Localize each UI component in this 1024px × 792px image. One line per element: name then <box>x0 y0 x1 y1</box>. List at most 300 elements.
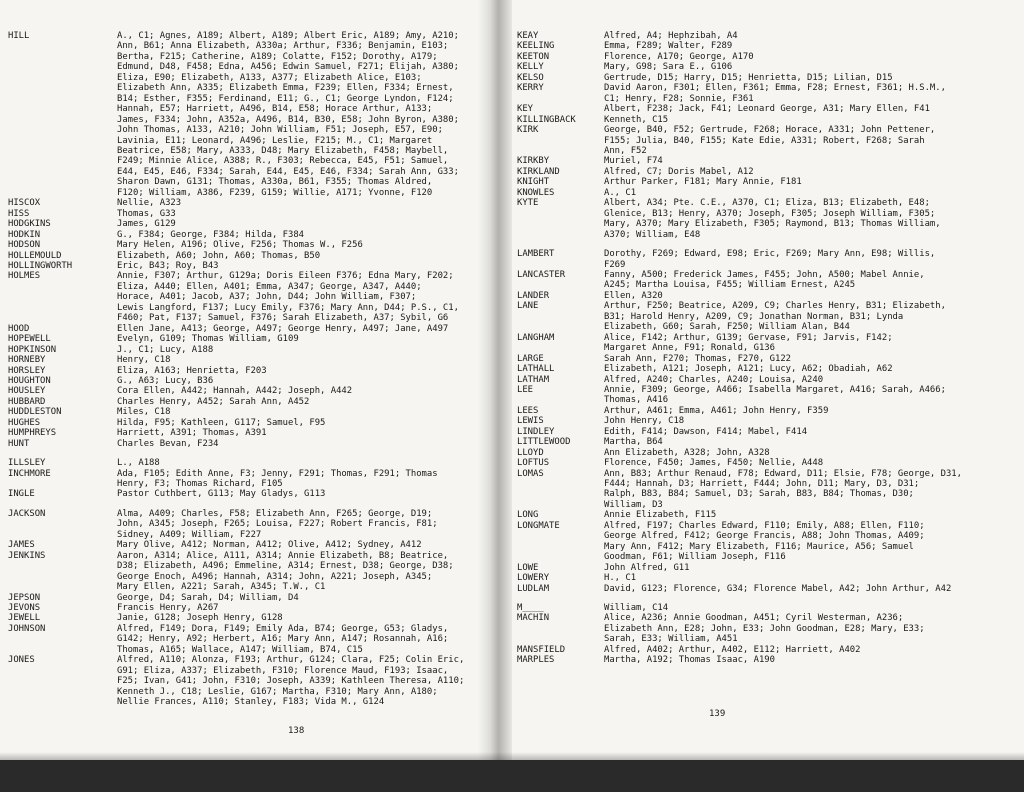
entry-line: Ann, F52 <box>604 145 647 156</box>
surname: JONES <box>8 655 35 666</box>
forenames-references <box>604 469 1024 511</box>
forenames-references <box>604 427 1024 437</box>
index-entry <box>515 416 1024 426</box>
entry-line: G., F384; George, F384; Hilda, F384 <box>117 229 305 240</box>
forenames-references <box>604 584 1024 594</box>
entry-line: F269 <box>604 259 626 270</box>
entry-line: Ellen, A320 <box>604 290 663 301</box>
entry-line: Alma, A409; Charles, F58; Elizabeth Ann, F265; George, D19; <box>117 508 433 519</box>
entry-line: Goodman, F61; William Joseph, F116 <box>604 552 786 563</box>
forenames-references <box>117 209 496 219</box>
entry-line: Mary, A370; Mary Elizabeth, F305; Raymond, B13; Thomas William, <box>604 219 941 230</box>
entry-line: Hannah, E57; Harriett, A496, B14, E58; Horace Arthur, A133; <box>117 104 433 115</box>
entry-line: George Alfred, F412; George Francis, A88; John Thomas, A409; <box>604 531 925 542</box>
entry-line: Beatrice, E58; Mary, A333, D48; Mary Elizabeth, F458; Maybell, <box>117 145 449 156</box>
forenames-references <box>604 613 1024 644</box>
index-entry <box>515 31 1024 41</box>
page-number-left: 138 <box>288 726 305 736</box>
surname: HILL <box>8 31 30 41</box>
entry-line: John, A345; Joseph, F265; Louisa, F227; Robert Francis, F81; <box>117 519 438 530</box>
page-number-right: 139 <box>709 709 726 719</box>
surname: LOMAS <box>517 468 544 479</box>
left-page <box>0 31 496 708</box>
entry-line: Pastor Cuthbert, G113; May Gladys, G113 <box>117 489 326 500</box>
index-entry <box>0 551 496 593</box>
forenames-references <box>604 655 1024 665</box>
forenames-references <box>604 521 1024 563</box>
forenames-references <box>604 301 1024 332</box>
index-entry <box>0 469 496 490</box>
forenames-references <box>117 613 496 623</box>
entry-line: Nellie, A323 <box>117 198 182 209</box>
entry-line: Fanny, A500; Frederick James, F455; John, A500; Mabel Annie, <box>604 269 925 280</box>
forenames-references <box>117 31 496 198</box>
index-entry <box>515 613 1024 644</box>
surname: LANGHAM <box>517 332 555 343</box>
surname: KEETON <box>517 51 550 62</box>
entry-line: Elizabeth Ann, E28; John, E33; John Goodman, E28; Mary, E33; <box>604 623 925 634</box>
surname: MANSFIELD <box>517 644 566 655</box>
forenames-references <box>604 375 1024 385</box>
forenames-references <box>117 655 496 707</box>
surname: LANDER <box>517 290 550 301</box>
surname: LATHALL <box>517 364 555 375</box>
entry-line: Elizabeth, G60; Sarah, F250; William Alan, B44 <box>604 322 850 333</box>
entry-line: Arthur Parker, F181; Mary Annie, F181 <box>604 177 802 188</box>
index-entry <box>0 407 496 417</box>
entry-line: George, D4; Sarah, D4; William, D4 <box>117 592 299 603</box>
index-entry <box>515 510 1024 520</box>
entry-line: John Henry, C18 <box>604 416 685 427</box>
surname: INGLE <box>8 489 35 500</box>
surname: KEY <box>517 104 534 115</box>
surname: KERRY <box>517 83 544 94</box>
forenames-references <box>117 551 496 593</box>
entry-line: Nellie Frances, A110; Stanley, F183; Vida M., G124 <box>117 697 385 708</box>
index-entry <box>0 418 496 428</box>
entry-line: John Thomas, A133, A210; John William, F51; Joseph, E57, E90; <box>117 125 443 136</box>
index-entry <box>515 125 1024 156</box>
entry-line: F120; William, A386, F239, G159; Willie, A171; Yvonne, F120 <box>117 187 433 198</box>
entry-line: A370; William, E48 <box>604 229 701 240</box>
entry-line: Sidney, A409; William, F227 <box>117 529 262 540</box>
entry-line: Edmund, D48, F458; Edna, A456; Edwin Samuel, F271; Elijah, A380; <box>117 62 459 73</box>
entry-line: Ralph, B83, B84; Samuel, D3; Sarah, B83, B84; Thomas, D30; <box>604 489 914 500</box>
forenames-references <box>604 354 1024 364</box>
surname: JOHNSON <box>8 623 46 634</box>
index-entry <box>0 251 496 261</box>
entry-line: J., C1; Lucy, A188 <box>117 344 214 355</box>
surname: LONG <box>517 510 539 521</box>
forenames-references <box>604 62 1024 72</box>
index-entry <box>0 230 496 240</box>
forenames-references <box>117 418 496 428</box>
forenames-references <box>117 603 496 613</box>
forenames-references <box>117 261 496 271</box>
forenames-references <box>117 439 496 449</box>
surname: M____ <box>517 603 544 614</box>
surname: HOLMES <box>8 271 41 282</box>
index-entry <box>515 115 1024 125</box>
surname: KEAY <box>517 31 539 41</box>
forenames-references <box>604 603 1024 613</box>
forenames-references <box>117 540 496 550</box>
forenames-references <box>604 510 1024 520</box>
surname: KELLY <box>517 62 544 73</box>
entry-line: Horace, A401; Jacob, A37; John, D44; John William, F307; <box>117 292 417 303</box>
index-entry <box>0 376 496 386</box>
index-entry <box>515 249 1024 270</box>
index-entry <box>515 291 1024 301</box>
entry-line: B14; Esther, F355; Ferdinand, E11; G., C1; George Lyndon, F124; <box>117 93 454 104</box>
forenames-references <box>604 291 1024 301</box>
page-edge-shadow <box>0 752 1024 760</box>
entry-line: Ann Elizabeth, A328; John, A328 <box>604 447 770 458</box>
index-entry <box>515 41 1024 51</box>
entry-line: E44, E45, E46, F334; Sarah, E44, E45, E46, F334; Sarah Ann, G33; <box>117 166 459 177</box>
entry-line: Evelyn, G109; Thomas William, G109 <box>117 334 299 345</box>
forenames-references <box>117 219 496 229</box>
index-entry <box>515 188 1024 198</box>
index-entry <box>515 364 1024 374</box>
index-entry <box>0 458 496 468</box>
surname: LLOYD <box>517 447 544 458</box>
forenames-references <box>604 406 1024 416</box>
surname: LINDLEY <box>517 426 555 437</box>
surname: HODSON <box>8 240 41 251</box>
forenames-references <box>117 240 496 250</box>
surname: KILLINGBACK <box>517 114 576 125</box>
index-entry <box>0 386 496 396</box>
index-entry <box>515 198 1024 240</box>
surname: HORSLEY <box>8 365 46 376</box>
index-entry <box>515 469 1024 511</box>
surname: MARPLES <box>517 655 555 666</box>
surname: JAMES <box>8 540 35 551</box>
index-entry <box>515 177 1024 187</box>
surname: LOFTUS <box>517 458 550 469</box>
index-entry <box>515 406 1024 416</box>
entry-line: Mary Helen, A196; Olive, F256; Thomas W., F256 <box>117 240 363 251</box>
surname: ILLSLEY <box>8 458 46 469</box>
entry-line: Kenneth, C15 <box>604 114 669 125</box>
entry-line: Florence, F450; James, F450; Nellie, A448 <box>604 458 824 469</box>
entry-line: Annie, F309; George, A466; Isabella Margaret, A416; Sarah, A466; <box>604 384 946 395</box>
forenames-references <box>604 41 1024 51</box>
forenames-references <box>604 448 1024 458</box>
forenames-references <box>604 198 1024 240</box>
forenames-references <box>604 156 1024 166</box>
surname: KYTE <box>517 198 539 209</box>
surname: HISCOX <box>8 198 41 209</box>
index-entry <box>515 385 1024 406</box>
entry-line: Elizabeth Ann, A335; Elizabeth Emma, F239; Ellen, F334; Ernest, <box>117 83 454 94</box>
entry-line: Albert, F238; Jack, F41; Leonard George, A31; Mary Ellen, F41 <box>604 104 930 115</box>
index-entry <box>0 439 496 449</box>
entry-line: Dorothy, F269; Edward, E98; Eric, F269; Mary Ann, E98; Willis, <box>604 249 936 260</box>
entry-line: Janie, G128; Joseph Henry, G128 <box>117 613 283 624</box>
entry-line: F25; Ivan, G41; John, F310; Joseph, A339; Kathleen Theresa, A110; <box>117 676 465 687</box>
index-entry <box>515 458 1024 468</box>
index-entry <box>515 167 1024 177</box>
entry-line: Annie Elizabeth, F115 <box>604 510 717 521</box>
index-entry <box>515 52 1024 62</box>
surname: LANE <box>517 301 539 312</box>
surname: KEELING <box>517 41 555 52</box>
forenames-references <box>117 428 496 438</box>
index-entry <box>515 104 1024 114</box>
forenames-references <box>117 489 496 499</box>
entry-line: Miles, C18 <box>117 407 171 418</box>
forenames-references <box>117 386 496 396</box>
index-entry <box>515 645 1024 655</box>
index-entry <box>0 613 496 623</box>
entry-line: Emma, F289; Walter, F289 <box>604 41 733 52</box>
index-entry <box>0 428 496 438</box>
index-entry <box>515 573 1024 583</box>
surname: HUDDLESTON <box>8 407 62 418</box>
surname: LOWERY <box>517 573 550 584</box>
forenames-references <box>117 345 496 355</box>
entry-line: Mary Ellen, A221; Sarah, A345; T.W., C1 <box>117 582 326 593</box>
surname: JEWELL <box>8 613 41 624</box>
entry-line: Mary, G98; Sara E., G106 <box>604 62 733 73</box>
index-entry <box>515 73 1024 83</box>
surname: HOLLEMOULD <box>8 250 62 261</box>
entry-line: Thomas, G33 <box>117 208 176 219</box>
index-entry <box>0 366 496 376</box>
surname: HISS <box>8 208 30 219</box>
forenames-references <box>604 333 1024 354</box>
index-entry <box>0 489 496 499</box>
entry-line: Ann, B83; Arthur Renaud, F78; Edward, D11; Elsie, F78; George, D31, <box>604 468 962 479</box>
index-entry <box>515 354 1024 364</box>
surname: LEES <box>517 405 539 416</box>
entry-line: D38; Elizabeth, A496; Emmeline, A314; Ernest, D38; George, D38; <box>117 561 454 572</box>
forenames-references <box>117 271 496 323</box>
entry-line: Francis Henry, A267 <box>117 603 219 614</box>
surname: LEE <box>517 384 534 395</box>
entry-line: A245; Martha Louisa, F455; William Ernest, A245 <box>604 280 856 291</box>
entry-line: Gertrude, D15; Harry, D15; Henrietta, D15; Lilian, D15 <box>604 72 893 83</box>
surname: JENKINS <box>8 550 46 561</box>
index-entry <box>515 584 1024 594</box>
surname: KIRKBY <box>517 156 550 167</box>
forenames-references <box>604 177 1024 187</box>
surname: LONGMATE <box>517 520 560 531</box>
index-entry <box>515 603 1024 613</box>
entry-line: Albert, A34; Pte. C.E., A370, C1; Eliza, B13; Elizabeth, E48; <box>604 198 930 209</box>
entry-line: Bertha, F215; Catherine, A189; Colatte, F152; Dorothy, A179; <box>117 51 438 62</box>
entry-line: James, G129 <box>117 219 176 230</box>
forenames-references <box>604 167 1024 177</box>
entry-line: Alfred, A402; Arthur, A402, E112; Harriett, A402 <box>604 644 861 655</box>
entry-line: Alice, F142; Arthur, G139; Gervase, F91; Jarvis, F142; <box>604 332 893 343</box>
forenames-references <box>117 355 496 365</box>
index-entry <box>0 624 496 655</box>
index-entry <box>515 563 1024 573</box>
surname: KNIGHT <box>517 177 550 188</box>
entry-line: Henry, C18 <box>117 355 171 366</box>
entry-line: Eliza, A440; Ellen, A401; Emma, A347; George, A347, A440; <box>117 281 422 292</box>
index-entry <box>0 334 496 344</box>
entry-line: Edith, F414; Dawson, F414; Mabel, F414 <box>604 426 808 437</box>
entry-line: F460; Pat, F137; Samuel, F376; Sarah Elizabeth, A37; Sybil, G6 <box>117 313 449 324</box>
entry-line: William, C14 <box>604 603 669 614</box>
entry-line: G142; Henry, A92; Herbert, A16; Mary Ann, A147; Rosannah, A16; <box>117 634 449 645</box>
forenames-references <box>117 407 496 417</box>
forenames-references <box>604 563 1024 573</box>
forenames-references <box>604 270 1024 291</box>
entry-line: Kenneth J., C18; Leslie, G167; Martha, F310; Mary Ann, A180; <box>117 686 438 697</box>
surname: LUDLAM <box>517 583 550 594</box>
entry-line: Arthur, A461; Emma, A461; John Henry, F359 <box>604 405 829 416</box>
forenames-references <box>604 249 1024 270</box>
index-entry <box>0 324 496 334</box>
entry-line: Charles Bevan, F234 <box>117 438 219 449</box>
book-spine-shadow <box>478 0 512 760</box>
entry-line: Alice, A236; Annie Goodman, A451; Cyril Westerman, A236; <box>604 613 904 624</box>
entry-line: Sharon Dawn, G131; Thomas, A330a, B61, F355; Thomas Aldred, <box>117 177 433 188</box>
forenames-references <box>117 198 496 208</box>
forenames-references <box>604 458 1024 468</box>
index-entry <box>515 521 1024 563</box>
entry-line: Martha, A192; Thomas Isaac, A190 <box>604 655 775 666</box>
index-entry <box>0 219 496 229</box>
forenames-references <box>604 115 1024 125</box>
entry-line: Eliza, E90; Elizabeth, A133, A377; Elizabeth Alice, E103; <box>117 72 422 83</box>
surname: HOPEWELL <box>8 334 51 345</box>
index-entry <box>515 83 1024 104</box>
entry-line: F444; Hannah, D3; Harriett, F444; John, D11; Mary, D3, D31; <box>604 479 920 490</box>
entry-line: Arthur, F250; Beatrice, A209, C9; Charles Henry, B31; Elizabeth, <box>604 301 946 312</box>
entry-line: Lavinia, E11; Leonard, A496; Leslie, F215; M., C1; Margaret <box>117 135 433 146</box>
entry-line: Annie, F307; Arthur, G129a; Doris Eileen F376; Edna Mary, F202; <box>117 271 454 282</box>
entry-line: Elizabeth, A60; John, A60; Thomas, B50 <box>117 250 321 261</box>
forenames-references <box>604 73 1024 83</box>
index-entry <box>515 301 1024 332</box>
entry-line: Eric, B43; Roy, B43 <box>117 260 219 271</box>
forenames-references <box>604 104 1024 114</box>
surname: JEPSON <box>8 592 41 603</box>
forenames-references <box>604 31 1024 41</box>
entry-line: James, F334; John, A352a, A496, B14, B30, E58; John Byron, A380; <box>117 114 459 125</box>
entry-line: A., C1; Agnes, A189; Albert, A189; Albert Eric, A189; Amy, A210; <box>117 31 459 41</box>
entry-line: Ellen Jane, A413; George, A497; George Henry, A497; Jane, A497 <box>117 323 449 334</box>
surname: HUGHES <box>8 417 41 428</box>
index-entry <box>0 240 496 250</box>
entry-line: Aaron, A314; Alice, A111, A314; Annie Elizabeth, B8; Beatrice, <box>117 550 449 561</box>
forenames-references <box>604 364 1024 374</box>
surname: HORNEBY <box>8 355 46 366</box>
forenames-references <box>117 397 496 407</box>
entry-line: Thomas, A416 <box>604 395 669 406</box>
entry-line: B31; Harold Henry, A209, C9; Jonathan Norman, B31; Lynda <box>604 311 904 322</box>
surname: INCHMORE <box>8 468 51 479</box>
entry-line: Glenice, B13; Henry, A370; Joseph, F305; Joseph William, F305; <box>604 208 936 219</box>
forenames-references <box>117 624 496 655</box>
surname: JEVONS <box>8 603 41 614</box>
surname: HOPKINSON <box>8 344 57 355</box>
entry-line: John Alfred, G11 <box>604 562 690 573</box>
index-entry <box>515 62 1024 72</box>
index-entry <box>515 270 1024 291</box>
entry-line: H., C1 <box>604 573 637 584</box>
index-entry <box>515 448 1024 458</box>
entry-line: Henry, F3; Thomas Richard, F105 <box>117 479 283 490</box>
index-entry <box>0 355 496 365</box>
entry-line: Hilda, F95; Kathleen, G117; Samuel, F95 <box>117 417 326 428</box>
index-entry <box>515 156 1024 166</box>
surname: HOLLINGWORTH <box>8 260 73 271</box>
index-entry <box>515 333 1024 354</box>
surname: HOOD <box>8 323 30 334</box>
entry-line: C1; Henry, F28; Sonnie, F361 <box>604 93 754 104</box>
surname: LITTLEWOOD <box>517 437 571 448</box>
index-entry <box>0 345 496 355</box>
entry-line: G., A63; Lucy, B36 <box>117 375 214 386</box>
entry-line: David, G123; Florence, G34; Florence Mabel, A42; John Arthur, A42 <box>604 583 952 594</box>
forenames-references <box>117 366 496 376</box>
surname: HUMPHREYS <box>8 428 57 439</box>
forenames-references <box>604 416 1024 426</box>
entry-line: Florence, A170; George, A170 <box>604 51 754 62</box>
entry-line: G91; Eliza, A337; Elizabeth, F310; Florence Maud, F193; Isaac, <box>117 665 449 676</box>
index-entry <box>515 427 1024 437</box>
surname: LANCASTER <box>517 269 566 280</box>
forenames-references <box>117 509 496 540</box>
entry-line: Alfred, F197; Charles Edward, F110; Emily, A88; Ellen, F110; <box>604 520 925 531</box>
entry-line: Mary Olive, A412; Norman, A412; Olive, A412; Sydney, A412 <box>117 540 422 551</box>
forenames-references <box>117 376 496 386</box>
entry-line: Alfred, A240; Charles, A240; Louisa, A240 <box>604 374 824 385</box>
entry-line: Ann, B61; Anna Elizabeth, A330a; Arthur, F336; Benjamin, E103; <box>117 41 449 52</box>
index-entry <box>0 209 496 219</box>
entry-line: Sarah, E33; William, A451 <box>604 634 738 645</box>
forenames-references <box>604 188 1024 198</box>
entry-line: F155; Julia, B40, F155; Kate Edie, A331; Robert, F268; Sarah <box>604 135 925 146</box>
surname: HOUSLEY <box>8 386 46 397</box>
entry-line: Alfred, F149; Dora, F149; Emily Ada, B74; George, G53; Gladys, <box>117 623 449 634</box>
entry-line: Thomas, A165; Wallace, A147; William, B74, C15 <box>117 644 363 655</box>
index-entry <box>0 397 496 407</box>
forenames-references <box>604 52 1024 62</box>
entry-line: Martha, B64 <box>604 437 663 448</box>
index-entry <box>0 655 496 707</box>
surname: HUNT <box>8 438 30 449</box>
index-entry <box>0 603 496 613</box>
index-entry <box>0 198 496 208</box>
right-page <box>515 31 1024 666</box>
entry-line: Alfred, C7; Doris Mabel, A12 <box>604 166 754 177</box>
surname: KIRK <box>517 125 539 136</box>
entry-line: George Enoch, A496; Hannah, A314; John, A221; Joseph, A345; <box>117 571 433 582</box>
forenames-references <box>117 469 496 490</box>
index-entry <box>515 375 1024 385</box>
forenames-references <box>117 593 496 603</box>
forenames-references <box>604 573 1024 583</box>
forenames-references <box>604 645 1024 655</box>
surname: HOUGHTON <box>8 375 51 386</box>
forenames-references <box>604 125 1024 156</box>
entry-line: L., A188 <box>117 458 160 469</box>
index-entry <box>0 271 496 323</box>
forenames-references <box>117 324 496 334</box>
forenames-references <box>117 458 496 468</box>
forenames-references <box>117 251 496 261</box>
surname: KIRKLAND <box>517 166 560 177</box>
index-entry <box>515 437 1024 447</box>
